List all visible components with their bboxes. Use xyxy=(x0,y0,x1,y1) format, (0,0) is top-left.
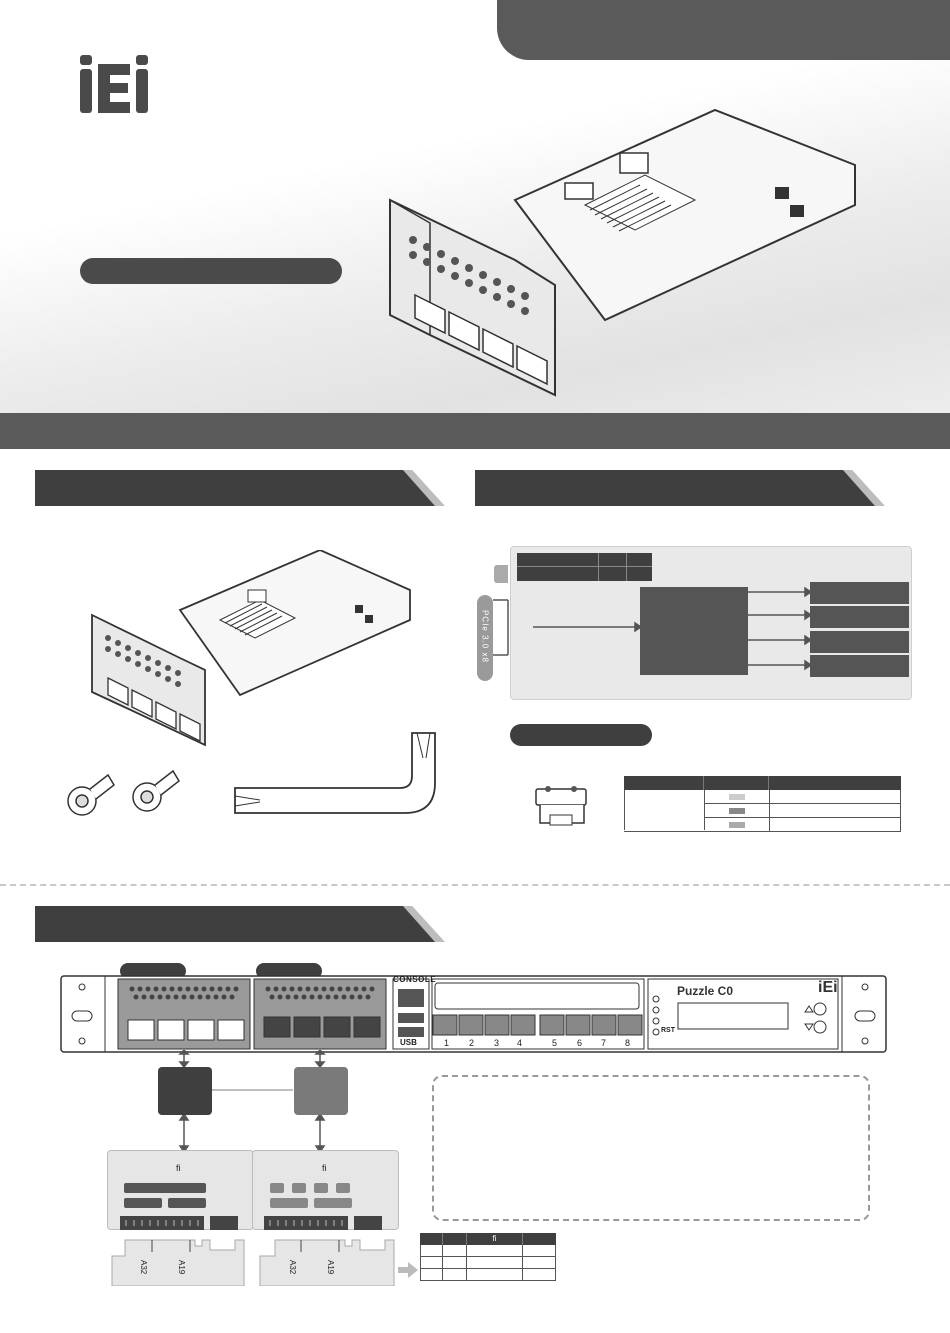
port-number: 6 xyxy=(577,1038,583,1048)
port-number: 2 xyxy=(469,1038,475,1048)
port-number: 1 xyxy=(444,1038,450,1048)
installation-header xyxy=(35,906,435,942)
slot-1-bar xyxy=(168,1198,206,1208)
port-number: 5 xyxy=(552,1038,558,1048)
slot-2-chip xyxy=(314,1183,328,1193)
arrow-right-icon xyxy=(398,1262,418,1283)
slot-2-bar xyxy=(270,1198,308,1208)
product-label: Puzzle C0 xyxy=(677,984,734,998)
fi-label: fi xyxy=(467,1233,523,1245)
package-contents-header xyxy=(35,470,435,506)
slot-2-chip xyxy=(292,1183,306,1193)
block-diagram-arrows xyxy=(493,580,813,690)
block-diagram-header xyxy=(475,470,875,506)
rst-label: RST xyxy=(661,1027,675,1034)
product-subtitle-pill xyxy=(80,258,342,284)
port-number: 8 xyxy=(625,1038,631,1048)
fi-label: fi xyxy=(176,1163,181,1173)
section-divider-band xyxy=(0,413,950,449)
console-label: CONSOLE xyxy=(393,975,437,984)
slot-2-chip xyxy=(270,1183,284,1193)
pcie-label: PCIe 3.0 x8 xyxy=(480,610,490,663)
usb-label: USB xyxy=(400,1038,417,1047)
iei-logo xyxy=(80,55,160,120)
cpu-connection-diagram xyxy=(100,1050,400,1160)
sfp-port-icon xyxy=(530,785,590,838)
hex-key-icon xyxy=(230,728,445,823)
port-block-3 xyxy=(810,631,909,653)
block-diagram-legend xyxy=(517,553,652,581)
led-section-pill xyxy=(510,724,652,746)
dashed-separator xyxy=(0,884,950,886)
port-number: 4 xyxy=(517,1038,523,1048)
port-number: 7 xyxy=(601,1038,607,1048)
pin-label: A19 xyxy=(177,1260,186,1275)
pin-mapping-table xyxy=(420,1233,556,1281)
port-number: 3 xyxy=(494,1038,500,1048)
installation-note-box xyxy=(432,1075,870,1221)
port-block-2 xyxy=(810,606,909,628)
hero-product-image xyxy=(385,105,865,410)
top-title-bar xyxy=(497,0,950,60)
led-status-table xyxy=(624,776,901,832)
port-block-4 xyxy=(810,655,909,677)
cpu-1-block xyxy=(158,1067,212,1115)
pin-label: A19 xyxy=(326,1260,335,1275)
gold-finger-cards xyxy=(110,1238,410,1286)
panel-iei-logo: iEi xyxy=(818,979,838,996)
slot-2-chip xyxy=(336,1183,350,1193)
slot-1-bar xyxy=(124,1183,206,1193)
pin-label: A32 xyxy=(288,1260,297,1275)
port-block-1 xyxy=(810,582,909,604)
pcie-connectors xyxy=(118,1214,398,1234)
screw-icons xyxy=(60,765,190,830)
cpu-2-block xyxy=(294,1067,348,1115)
package-card-image xyxy=(90,550,420,755)
slot-1-bar xyxy=(124,1198,162,1208)
fi-label: fi xyxy=(322,1163,327,1173)
slot-2-bar xyxy=(314,1198,352,1208)
pin-label: A32 xyxy=(139,1260,148,1275)
